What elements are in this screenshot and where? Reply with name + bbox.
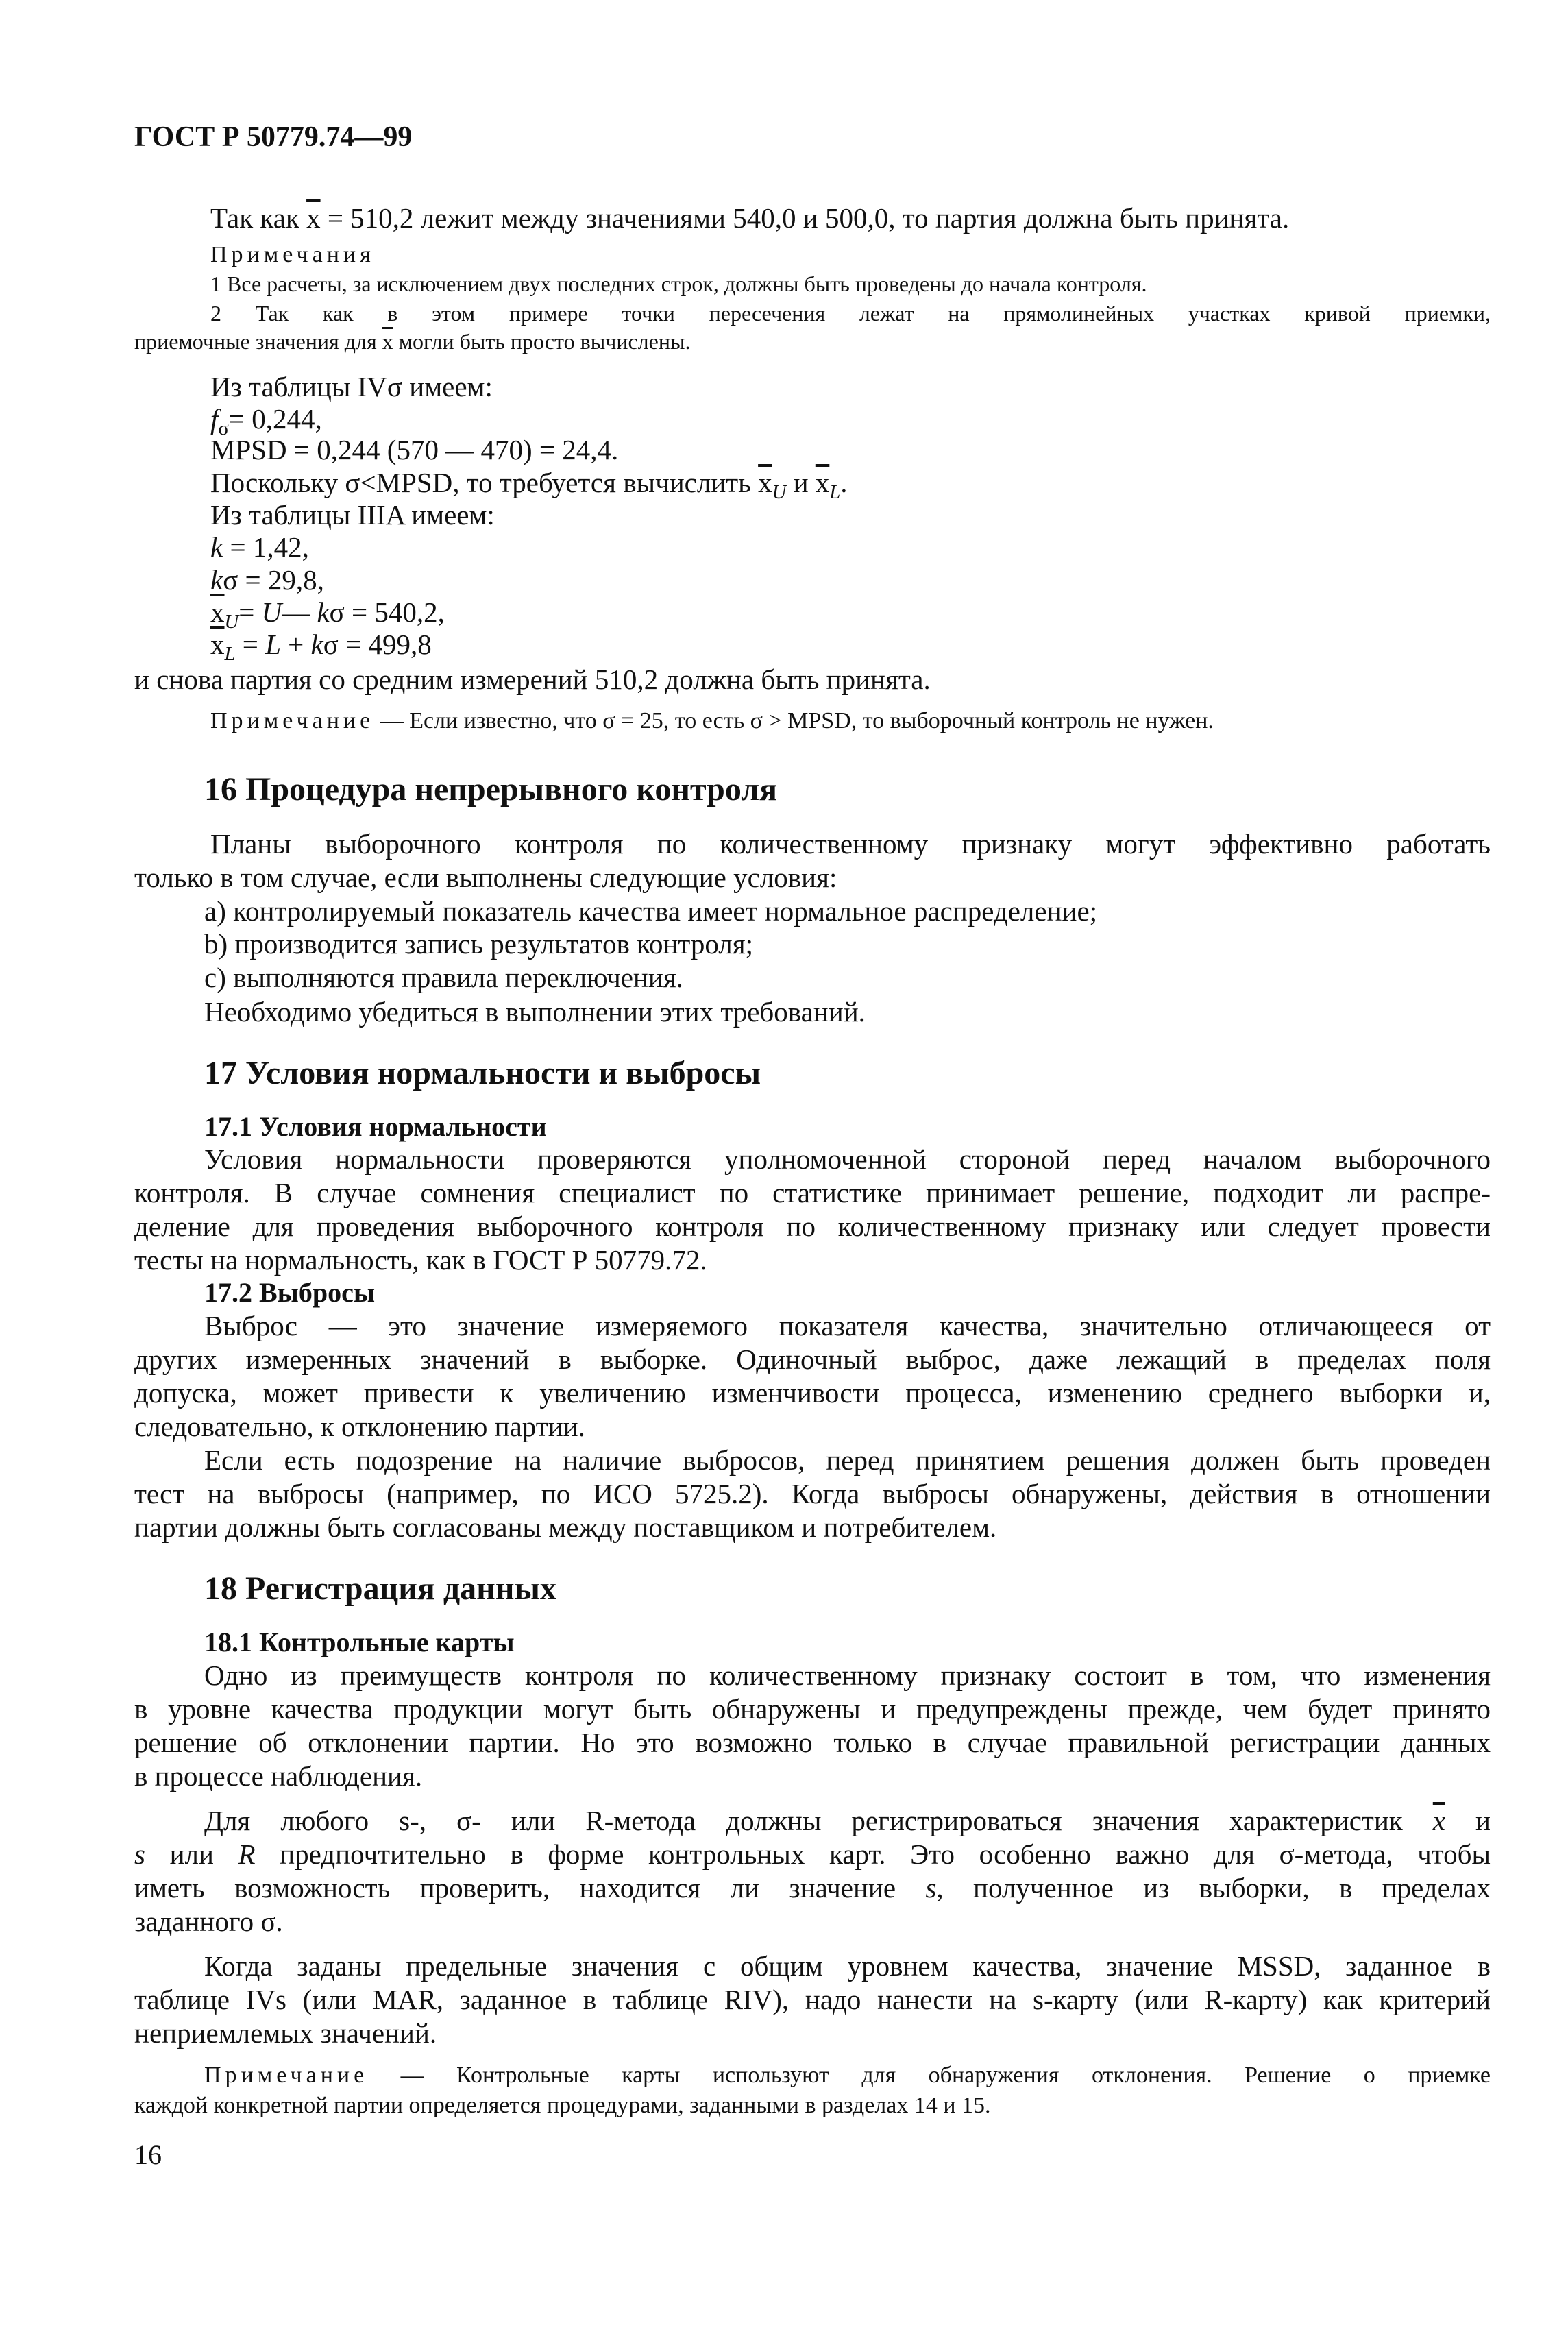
s18-1-p3-line-3: неприемлемых значений. <box>134 2017 437 2049</box>
section-17-title: 17 Условия нормальности и выбросы <box>204 1055 761 1091</box>
from-table-iv: Из таблицы IVσ имеем: <box>210 371 493 402</box>
notes-label: Примечания <box>210 242 375 267</box>
since-sigma: Поскольку σ<MPSD, то требуется вычислить $\overline{x}_U$ и $\overline{x}_L$. <box>210 467 848 504</box>
mpsd-formula: MPSD = 0,244 (570 — 470) = 24,4. <box>210 434 619 465</box>
s18-1-p3-line-2: таблице IVs (или MAR, заданное в таблице RIV), надо нанести на s-карту (или R-карту) как критерий <box>134 1984 1491 2015</box>
s16-paragraph-line-2: только в том случае, если выполнены следующие условия: <box>134 862 837 893</box>
final-note-line-2: каждой конкретной партии определяется процедурами, заданными в разделах 14 и 15. <box>134 2093 991 2118</box>
s17-2-line-1: Выброс — это значение измеряемого показателя качества, значительно отличающееся от <box>204 1310 1491 1341</box>
s17-2-line-6: тест на выбросы (например, по ИСО 5725.2). Когда выбросы обнаружены, действия в отношении <box>134 1478 1491 1509</box>
section-18-1-title: 18.1 Контрольные карты <box>204 1627 515 1657</box>
accepted-again: и снова партия со средним измерений 510,2 должна быть принята. <box>134 664 931 695</box>
s18-1-p2-line-2: s или R предпочтительно в форме контрольных карт. Это особенно важно для σ-метода, чтобы <box>134 1838 1491 1870</box>
k-sigma: kσ = 29,8, <box>210 564 324 596</box>
s18-1-line-2: в уровне качества продукции могут быть обнаружены и предупреждены прежде, чем будет принято <box>134 1693 1491 1725</box>
s18-1-p2-line-3: иметь возможность проверить, находится ли значение s, полученное из выборки, в пределах <box>134 1872 1491 1904</box>
final-note-line-1: Примечание — Контрольные карты используют для обнаружения отклонения. Решение о приемке <box>204 2063 1491 2088</box>
s18-1-line-3: решение об отклонении партии. Но это возможно только в случае правильной регистрации данных <box>134 1727 1491 1758</box>
s16-paragraph-line-1: Планы выборочного контроля по количественному признаку могут эффективно работать <box>210 828 1491 860</box>
since-text: Так как $\overline{x} = 510,2$ лежит между значениями 540,0 и 500,0, то партия должна быть принята. <box>210 202 1290 234</box>
s17-2-line-7: партии должны быть согласованы между поставщиком и потребителем. <box>134 1511 997 1543</box>
from-table-iiia: Из таблицы IIIA имеем: <box>210 499 495 531</box>
s16-item-b: b) производится запись результатов контроля; <box>204 928 754 960</box>
s17-2-line-3: допуска, может привести к увеличению изменчивости процесса, изменению среднего выборки и, <box>134 1377 1491 1409</box>
s17-2-line-4: следовательно, к отклонению партии. <box>134 1411 585 1442</box>
section-17-1-title: 17.1 Условия нормальности <box>204 1111 547 1142</box>
document-id: ГОСТ Р 50779.74—99 <box>134 121 413 153</box>
s17-2-line-5: Если есть подозрение на наличие выбросов, перед принятием решения должен быть проведен <box>204 1444 1491 1476</box>
s18-1-p2-line-1: Для любого s-, σ- или R-метода должны регистрироваться значения характеристик $\overline{x}$ и <box>204 1805 1491 1836</box>
s18-1-p2-line-4: заданного σ. <box>134 1906 283 1937</box>
xu-formula: $\overline{x}_U=$ U— kσ = 540,2, <box>210 596 445 633</box>
s17-2-line-2: других измеренных значений в выборке. Одиночный выброс, даже лежащий в пределах поля <box>134 1344 1491 1375</box>
s17-1-line-4: тесты на нормальность, как в ГОСТ Р 50779.72. <box>134 1244 707 1276</box>
s17-1-line-1: Условия нормальности проверяются уполномоченной стороной перед началом выборочного <box>204 1143 1491 1175</box>
s18-1-line-1: Одно из преимуществ контроля по количественному признаку состоит в том, что изменения <box>204 1660 1491 1691</box>
s17-1-line-2: контроля. В случае сомнения специалист по статистике принимает решение, подходит ли распре- <box>134 1177 1491 1208</box>
note-sigma: Примечание — Если известно, что σ = 25, то есть σ > MPSD, то выборочный контроль не нужен. <box>210 708 1214 733</box>
k-value: k = 1,42, <box>210 531 309 563</box>
section-16-title: 16 Процедура непрерывного контроля <box>204 771 778 807</box>
s18-1-p3-line-1: Когда заданы предельные значения с общим уровнем качества, значение MSSD, заданное в <box>204 1950 1491 1982</box>
xl-formula: $\overline{x}_L = L + k\sigma = 499,8$ <box>210 629 432 666</box>
s16-paragraph-2: Необходимо убедиться в выполнении этих требований. <box>204 996 866 1028</box>
page-number: 16 <box>134 2139 162 2170</box>
note-1: 1 Все расчеты, за исключением двух последних строк, должны быть проведены до начала контроля. <box>210 271 1147 296</box>
f-sigma: $f_\sigma= 0,244$, <box>210 403 322 440</box>
s16-item-a: а) контролируемый показатель качества имеет нормальное распределение; <box>204 895 1098 927</box>
s17-1-line-3: деление для проведения выборочного контроля по количественному признаку или следует провести <box>134 1211 1491 1242</box>
s18-1-line-4: в процессе наблюдения. <box>134 1760 423 1792</box>
section-18-title: 18 Регистрация данных <box>204 1570 556 1607</box>
note-2-line-1: 2 Так как в этом примере точки пересечения лежат на прямолинейных участках кривой приемки, <box>210 301 1491 326</box>
note-2-line-2: приемочные значения для $\overline{x}$ могли быть просто вычислены. <box>134 329 691 354</box>
section-17-2-title: 17.2 Выбросы <box>204 1277 376 1308</box>
s16-item-c: с) выполняются правила переключения. <box>204 962 683 993</box>
